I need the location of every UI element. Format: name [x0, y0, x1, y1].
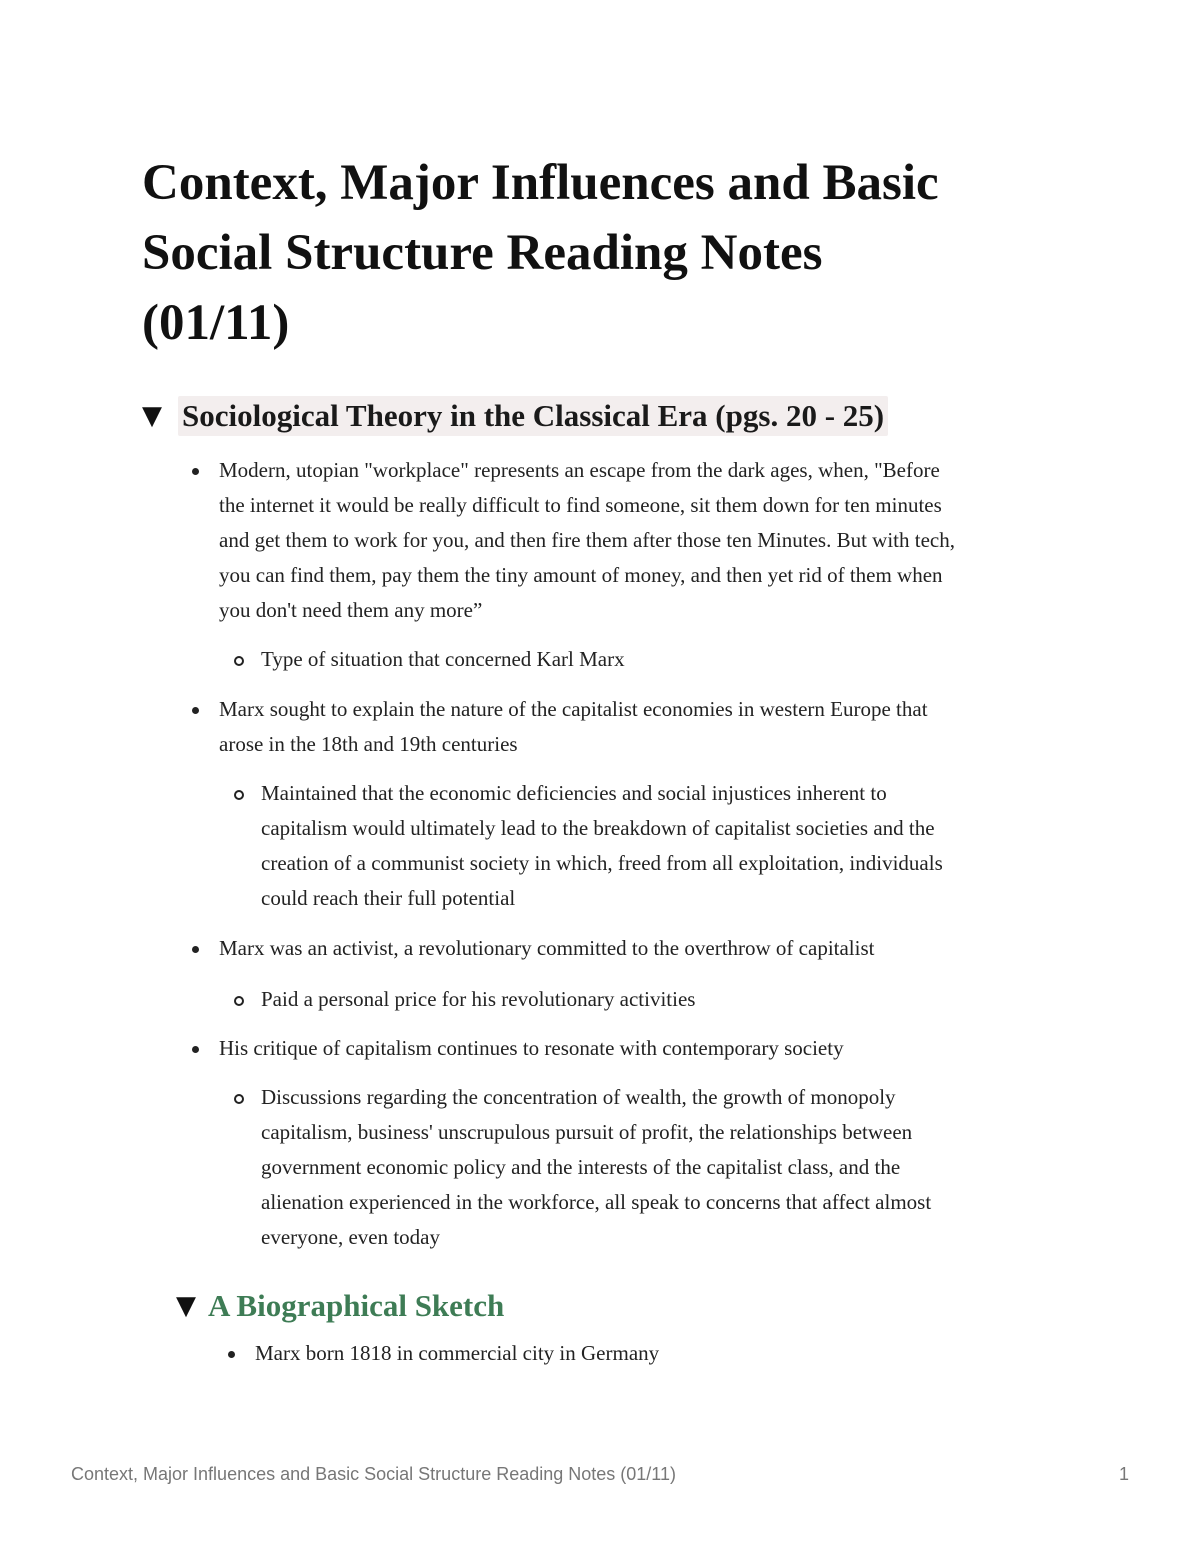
list-item [219, 692, 1049, 762]
list-item-line: capitalism would ultimately lead to the breakdown of capitalist societies and the [261, 816, 935, 840]
footer-title: Context, Major Influences and Basic Social Structure Reading Notes (01/11) [71, 1464, 676, 1484]
bullet-dot-icon [192, 707, 199, 714]
bullet-list [219, 692, 1049, 762]
list-item-line: capitalism, business' unscrupulous pursuit of profit, the relationships between [261, 1120, 913, 1144]
page-title [142, 148, 1057, 358]
bullet-list [255, 1336, 1045, 1371]
bullet-dot-icon [192, 1046, 199, 1053]
sub-bullet-list [261, 1080, 1051, 1255]
list-item-line: and get them to work for you, and then fire them after those ten Minutes. But with tech, [219, 528, 955, 552]
bullet-ring-icon [234, 790, 244, 800]
section-heading-text: A Biographical Sketch [208, 1288, 505, 1323]
list-item-line: could reach their full potential [261, 886, 516, 910]
list-item-line: Paid a personal price for his revolutionary activities [261, 987, 696, 1011]
list-item-line: arose in the 18th and 19th centuries [219, 732, 518, 756]
list-item [219, 931, 1049, 966]
list-item-line: Maintained that the economic deficiencies and social injustices inherent to [261, 781, 887, 805]
list-item-line: you don't need them any more” [219, 598, 483, 622]
list-item [219, 453, 1049, 628]
bullet-dot-icon [192, 946, 199, 953]
list-item-line: creation of a communist society in which, freed from all exploitation, individuals [261, 851, 943, 875]
list-item-line: Discussions regarding the concentration of wealth, the growth of monopoly [261, 1085, 896, 1109]
list-item [219, 1031, 1049, 1066]
list-item-line: His critique of capitalism continues to resonate with contemporary society [219, 1036, 844, 1060]
bullet-list [219, 453, 1049, 628]
title-line: Social Structure Reading Notes [142, 225, 823, 281]
toggle-heading-classical-era[interactable] [142, 396, 888, 436]
triangle-down-icon[interactable]: ▼ [176, 1291, 196, 1321]
title-line: Context, Major Influences and Basic [142, 155, 939, 211]
list-item [261, 982, 1051, 1017]
sub-bullet-list [261, 642, 1051, 677]
sub-bullet-list [261, 982, 1051, 1017]
section-heading-text: Sociological Theory in the Classical Era (pgs. 20 - 25) [178, 396, 888, 436]
page-content [142, 148, 1057, 1365]
list-item-line: Marx was an activist, a revolutionary committed to the overthrow of capitalist [219, 936, 875, 960]
list-item-line: government economic policy and the interests of the capitalist class, and the [261, 1155, 901, 1179]
bullet-list [219, 931, 1049, 966]
bullet-dot-icon [228, 1351, 235, 1358]
triangle-down-icon[interactable]: ▼ [142, 401, 162, 431]
list-item [255, 1336, 1045, 1371]
footer-page-number: 1 [1118, 1464, 1129, 1484]
bullet-ring-icon [234, 996, 244, 1006]
list-item [261, 1080, 1051, 1255]
title-line: (01/11) [142, 295, 290, 351]
list-item-line: Marx born 1818 in commercial city in Germany [255, 1341, 660, 1365]
list-item-line: Modern, utopian "workplace" represents an escape from the dark ages, when, "Before [219, 458, 940, 482]
bullet-ring-icon [234, 1094, 244, 1104]
list-item-line: everyone, even today [261, 1225, 441, 1249]
bullet-ring-icon [234, 656, 244, 666]
list-item-line: alienation experienced in the workforce, all speak to concerns that affect almost [261, 1190, 932, 1214]
list-item-line: the internet it would be really difficult to find someone, sit them down for ten minutes [219, 493, 942, 517]
bullet-list [219, 1031, 1049, 1066]
list-item [261, 776, 1051, 916]
sub-bullet-list [261, 776, 1051, 916]
list-item-line: Type of situation that concerned Karl Marx [261, 647, 625, 671]
toggle-heading-biographical-sketch[interactable] [176, 1286, 504, 1326]
list-item [261, 642, 1051, 677]
list-item-line: you can find them, pay them the tiny amount of money, and then yet rid of them when [219, 563, 943, 587]
list-item-line: Marx sought to explain the nature of the capitalist economies in western Europe that [219, 697, 928, 721]
bullet-dot-icon [192, 468, 199, 475]
